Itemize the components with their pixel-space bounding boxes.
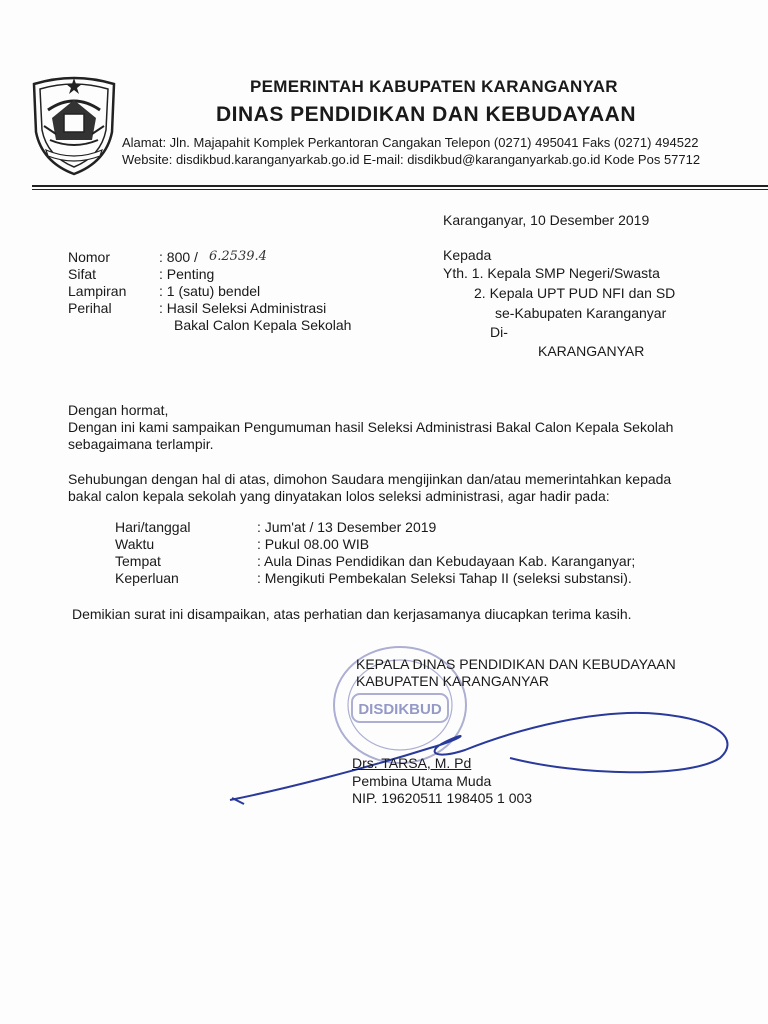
perihal-value-1: : Hasil Seleksi Administrasi bbox=[159, 300, 327, 316]
recipient-line-4: Di- bbox=[490, 324, 508, 340]
recipient-kepada: Kepada bbox=[443, 247, 492, 263]
letterhead-government: PEMERINTAH KABUPATEN KARANGANYAR bbox=[250, 77, 618, 96]
schedule-label: Hari/tanggal bbox=[115, 519, 191, 535]
paragraph-1-line-2: sebagaimana terlampir. bbox=[68, 436, 214, 452]
recipient-line-3: se-Kabupaten Karanganyar bbox=[495, 305, 667, 321]
paragraph-2-line-1: Sehubungan dengan hal di atas, dimohon Saudara mengijinkan dan/atau memerintahkan kepada bbox=[68, 471, 672, 487]
schedule-row bbox=[115, 570, 632, 586]
recipient-city: KARANGANYAR bbox=[538, 343, 645, 359]
signature-title-1: KEPALA DINAS PENDIDIKAN DAN KEBUDAYAAN bbox=[356, 656, 676, 672]
perihal-value-2: Bakal Calon Kepala Sekolah bbox=[174, 317, 352, 333]
sifat-label: Sifat bbox=[68, 266, 97, 282]
recipient-line-2: 2. Kepala UPT PUD NFI dan SD bbox=[474, 285, 676, 301]
header-rule-thick bbox=[32, 185, 768, 187]
schedule-label: Waktu bbox=[115, 536, 155, 552]
recipient-line-1: Yth. 1. Kepala SMP Negeri/Swasta bbox=[443, 265, 660, 281]
schedule-row bbox=[115, 536, 369, 552]
letter-date: Karanganyar, 10 Desember 2019 bbox=[443, 212, 650, 228]
schedule-row bbox=[115, 519, 436, 535]
nomor-value: : 800 / bbox=[159, 249, 198, 265]
greeting: Dengan hormat, bbox=[68, 402, 169, 418]
signatory-name: Drs. TARSA, M. Pd bbox=[352, 755, 472, 771]
paragraph-1-line-1: Dengan ini kami sampaikan Pengumuman hasil Seleksi Administrasi Bakal Calon Kepala Sekolah bbox=[68, 419, 674, 435]
schedule-label: Keperluan bbox=[115, 570, 179, 586]
letterhead-agency: DINAS PENDIDIKAN DAN KEBUDAYAAN bbox=[216, 103, 636, 126]
signatory-nip: NIP. 19620511 198405 1 003 bbox=[352, 790, 533, 806]
signature-title-2: KABUPATEN KARANGANYAR bbox=[356, 673, 549, 689]
letterhead-address: Alamat: Jln. Majapahit Komplek Perkantoran Cangakan Telepon (0271) 495041 Faks (0271) 494522 bbox=[122, 135, 699, 150]
paragraph-2-line-2: bakal calon kepala sekolah yang dinyatakan lolos seleksi administrasi, agar hadir pada: bbox=[68, 488, 610, 504]
sifat-value: : Penting bbox=[159, 266, 215, 282]
schedule-label: Tempat bbox=[115, 553, 161, 569]
regency-logo bbox=[26, 70, 122, 178]
schedule-value: : Aula Dinas Pendidikan dan Kebudayaan Kab. Karanganyar; bbox=[257, 553, 636, 569]
schedule-value: : Jum'at / 13 Desember 2019 bbox=[257, 519, 437, 535]
schedule-value: : Pukul 08.00 WIB bbox=[257, 536, 370, 552]
nomor-label: Nomor bbox=[68, 249, 111, 265]
lampiran-label: Lampiran bbox=[68, 283, 127, 299]
closing-sentence: Demikian surat ini disampaikan, atas perhatian dan kerjasamanya diucapkan terima kasih. bbox=[72, 606, 632, 622]
schedule-row bbox=[115, 553, 635, 569]
header-rule-thin bbox=[32, 189, 768, 190]
letterhead-website: Website: disdikbud.karanganyarkab.go.id E-mail: disdikbud@karanganyarkab.go.id Kode Pos 57712 bbox=[122, 152, 701, 167]
perihal-label: Perihal bbox=[68, 300, 112, 316]
nomor-handwritten: 6.2539.4 bbox=[209, 249, 267, 264]
stamp-label: DISDIKBUD bbox=[358, 701, 442, 718]
schedule-value: : Mengikuti Pembekalan Seleksi Tahap II (seleksi substansi). bbox=[257, 570, 632, 586]
signatory-rank: Pembina Utama Muda bbox=[352, 773, 492, 789]
lampiran-value: : 1 (satu) bendel bbox=[159, 283, 261, 299]
